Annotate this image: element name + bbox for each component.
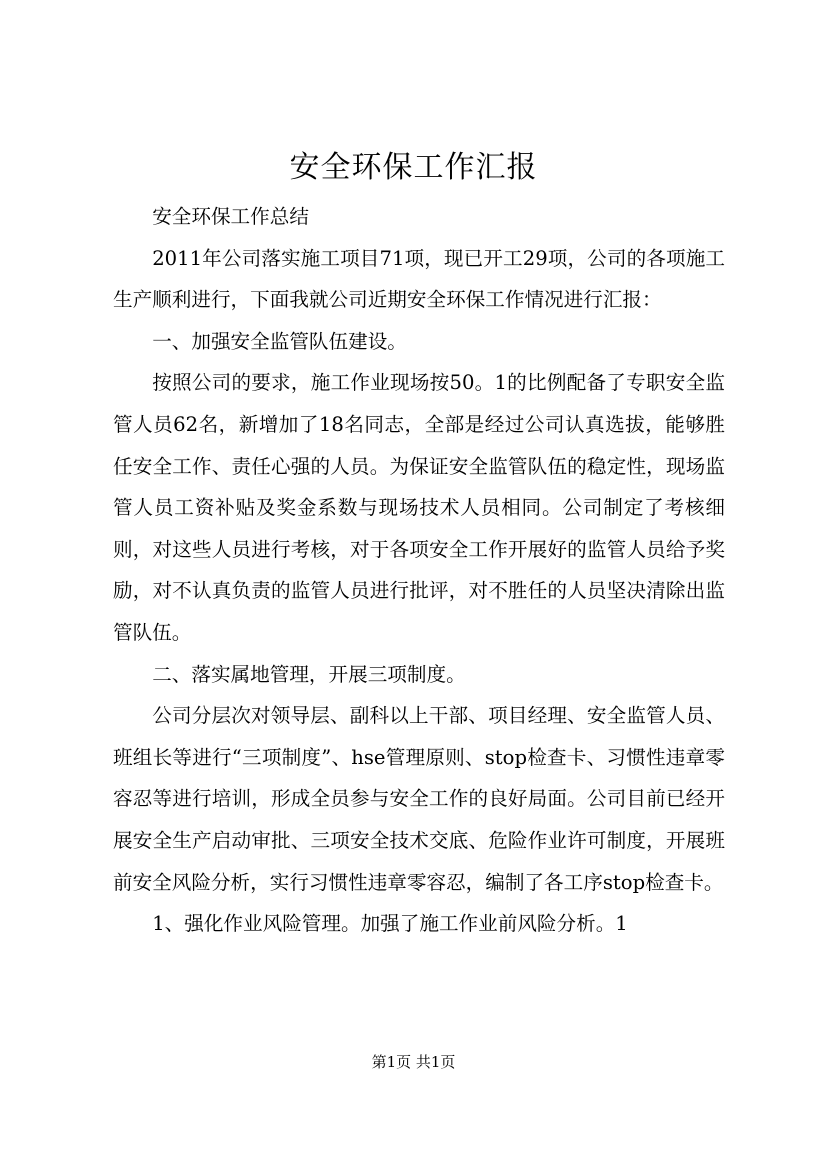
- paragraph-section-1: 按照公司的要求，施工作业现场按50。1的比例配备了专职安全监管人员62名，新增加了18名同志，全部是经过公司认真选拔，能够胜任安全工作、责任心强的人员。为保证安全监管队伍的稳定性，现场监管人员工资补贴及奖金系数与现场技术人员相同。公司制定了考核细则，对这些人员进行考核，对于各项安全工作开展好的监管人员给予奖励，对不认真负责的监管人员进行批评，对不胜任的人员坚决清除出监管队伍。: [113, 371, 725, 644]
- paragraph-intro: 2011年公司落实施工项目71项，现已开工29项，公司的各项施工生产顺利进行，下面我就公司近期安全环保工作情况进行汇报：: [113, 246, 725, 312]
- section-heading-1: 一、加强安全监管队伍建设。: [152, 329, 407, 353]
- section-heading-2: 二、落实属地管理，开展三项制度。: [152, 662, 466, 686]
- document-title: 安全环保工作汇报: [289, 150, 538, 185]
- paragraph-item-1: 1、强化作业风险管理。加强了施工作业前风险分析。1: [152, 912, 628, 936]
- paragraph-subtitle: 安全环保工作总结: [152, 205, 309, 228]
- page-footer: 第1页 共1页: [371, 1053, 456, 1071]
- paragraph-section-2: 公司分层次对领导层、副科以上干部、项目经理、安全监管人员、班组长等进行“三项制度”、hse管理原则、stop检查卡、习惯性违章零容忍等进行培训，形成全员参与安全工作的良好局面。公司目前已经开展安全生产启动审批、三项安全技术交底、危险作业许可制度，开展班前安全风险分析，实行习惯性违章零容忍，编制了各工序stop检查卡。: [113, 704, 725, 894]
- document-body: [113, 196, 725, 945]
